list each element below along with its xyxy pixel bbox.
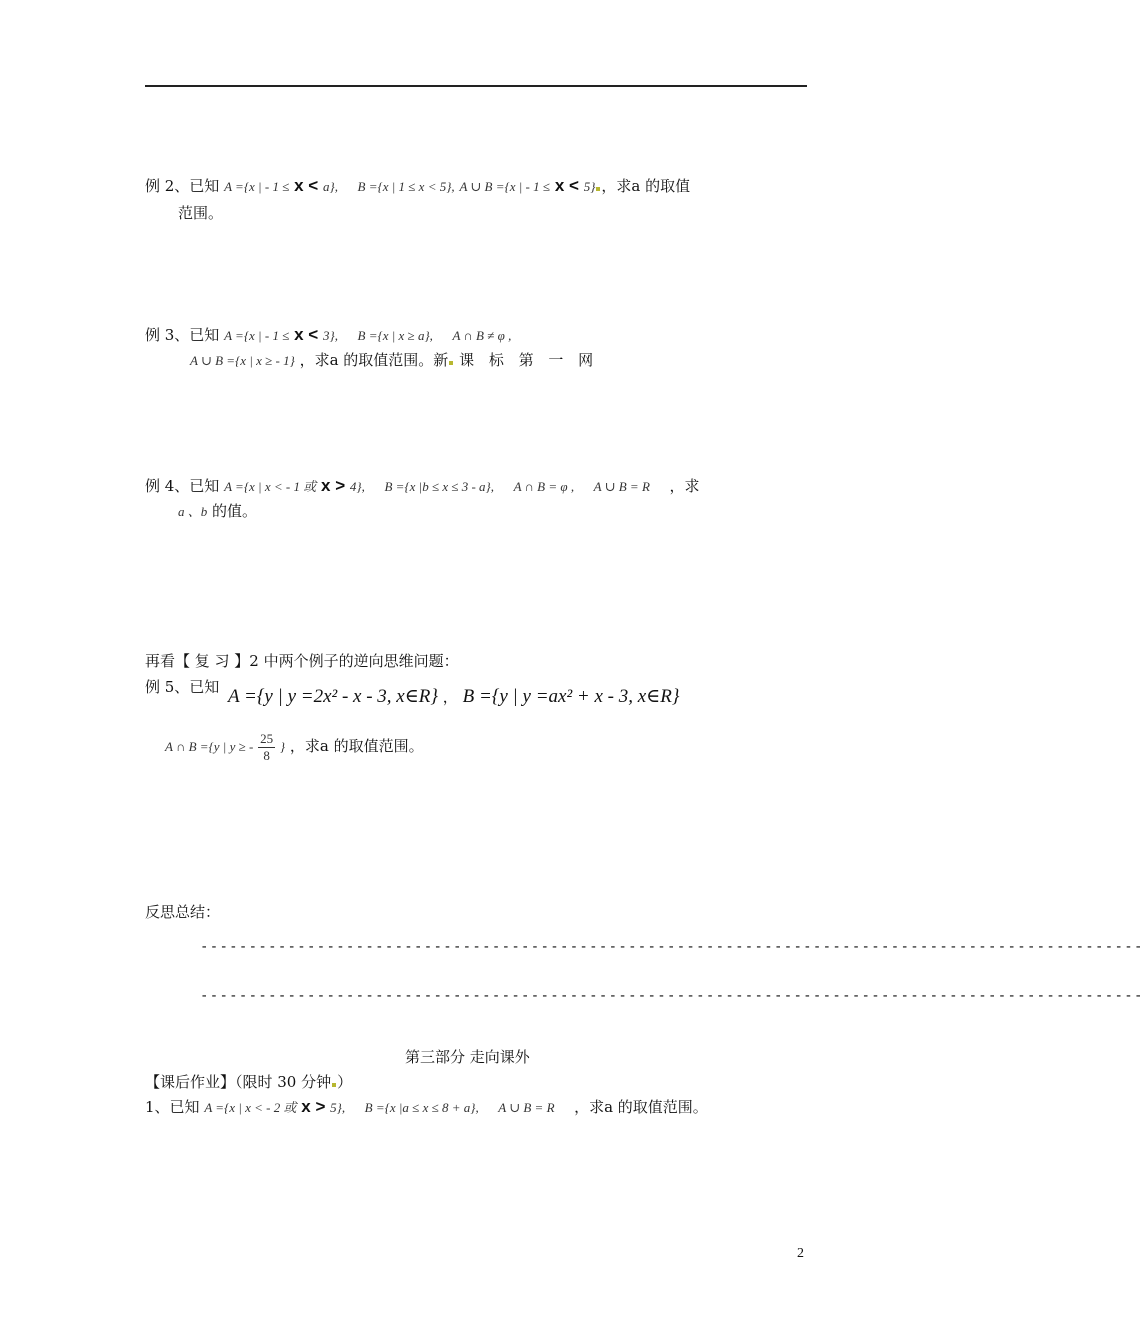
example-5-label-line	[145, 677, 219, 697]
intersection-expr: A ∩ B = φ ,	[513, 479, 575, 494]
homework-label-end: ）	[337, 1073, 353, 1091]
example-2-tail: ，求a 的取值	[601, 177, 691, 195]
homework-1-label: 1、已知	[145, 1098, 200, 1116]
header-rule	[145, 85, 807, 87]
set-a-expr: A ={x | x < - 1 或	[224, 479, 317, 494]
example-4-line-2-text: 的值。	[212, 502, 258, 520]
separator: ，	[442, 688, 458, 706]
union-expr: A ∪ B = R	[593, 479, 650, 494]
set-a-expr: A ={x | x < - 2 或	[204, 1100, 297, 1115]
union-expr: A ∪ B ={x | x ≥ - 1}	[190, 353, 295, 368]
example-4-vars: a 、b	[178, 504, 208, 519]
answer-line-1: -------------------------------------------------------------------------------------------------	[200, 939, 1144, 955]
closing-brace: }	[279, 739, 286, 754]
fraction	[258, 731, 275, 764]
example-5-line-2	[165, 727, 424, 766]
intersection-expr: A ∩ B ={y | y ≥ -	[165, 739, 254, 754]
fraction-denominator: 8	[263, 747, 270, 763]
fraction-numerator: 25	[260, 730, 274, 746]
example-4-line-1	[145, 476, 699, 497]
part-3-title	[405, 1047, 530, 1067]
set-b-expr: B ={x |b ≤ x ≤ 3 - a},	[384, 479, 495, 494]
answer-line-2: -------------------------------------------------------------------------------------------------	[200, 988, 1144, 1004]
set-a-expr: A ={x | - 1 ≤	[224, 179, 290, 194]
example-3-tail: ，求a 的取值范围。新	[299, 351, 449, 369]
example-5-label: 例 5、已知	[145, 678, 220, 696]
example-4-line-2	[178, 501, 257, 522]
review-text: 再看【 复 习 】2 中两个例子的逆向思维问题：	[145, 652, 459, 670]
review-heading	[145, 651, 459, 671]
set-a-var: x >	[301, 1097, 326, 1116]
example-2-line-1	[145, 176, 690, 197]
homework-1-tail: ，求a 的取值范围。	[574, 1098, 708, 1116]
set-a-end: 3},	[323, 328, 338, 343]
union-expr: A ∪ B = R	[498, 1100, 555, 1115]
marker-dot	[332, 1083, 336, 1087]
union-var: x <	[554, 176, 579, 195]
union-end: 5}	[583, 179, 596, 194]
set-a-var: x >	[321, 476, 346, 495]
example-4-label: 例 4、已知	[145, 477, 220, 495]
homework-label: 【课后作业】（限时 30 分钟	[145, 1073, 332, 1091]
example-5-tail: ，求a 的取值范围。	[289, 737, 424, 755]
homework-heading	[145, 1072, 352, 1092]
reflection-title-text: 反思总结：	[145, 903, 221, 921]
example-5-sets	[228, 684, 679, 710]
page-number: 2	[797, 1246, 804, 1261]
set-a-end: 4},	[349, 479, 365, 494]
intersection-expr: A ∩ B ≠ φ ,	[452, 328, 512, 343]
set-b-expr: B ={x | 1 ≤ x < 5},	[357, 179, 455, 194]
set-b-expr: B ={x |a ≤ x ≤ 8 + a},	[364, 1100, 479, 1115]
example-3-label: 例 3、已知	[145, 326, 220, 344]
set-b-expr: B ={y | y =ax² + x - 3, x∈R}	[462, 686, 680, 707]
set-a-end: 5},	[330, 1100, 346, 1115]
set-a-expr: A ={y | y =2x² - x - 3, x∈R}	[228, 686, 439, 707]
part-3-title-text: 第三部分 走向课外	[405, 1048, 530, 1066]
example-3-line-1	[145, 325, 511, 346]
set-a-expr: A ={x | - 1 ≤	[224, 328, 290, 343]
marker-dot	[449, 361, 453, 365]
example-3-line-2	[190, 350, 598, 371]
example-2-line-2	[178, 203, 223, 223]
reflection-title	[145, 902, 220, 922]
marker-dot	[596, 187, 600, 191]
example-4-tail: ，求	[669, 477, 700, 495]
example-2-line-2-text: 范围。	[178, 204, 224, 222]
example-2-label: 例 2、已知	[145, 177, 220, 195]
set-b-expr: B ={x | x ≥ a},	[357, 328, 433, 343]
union-expr: A ∪ B ={x | - 1 ≤	[459, 179, 551, 194]
set-a-var: x <	[294, 176, 319, 195]
watermark-text: 课 标 第 一 网	[459, 351, 599, 369]
set-a-end: a},	[323, 179, 338, 194]
homework-1	[145, 1097, 708, 1118]
set-a-var: x <	[294, 325, 319, 344]
